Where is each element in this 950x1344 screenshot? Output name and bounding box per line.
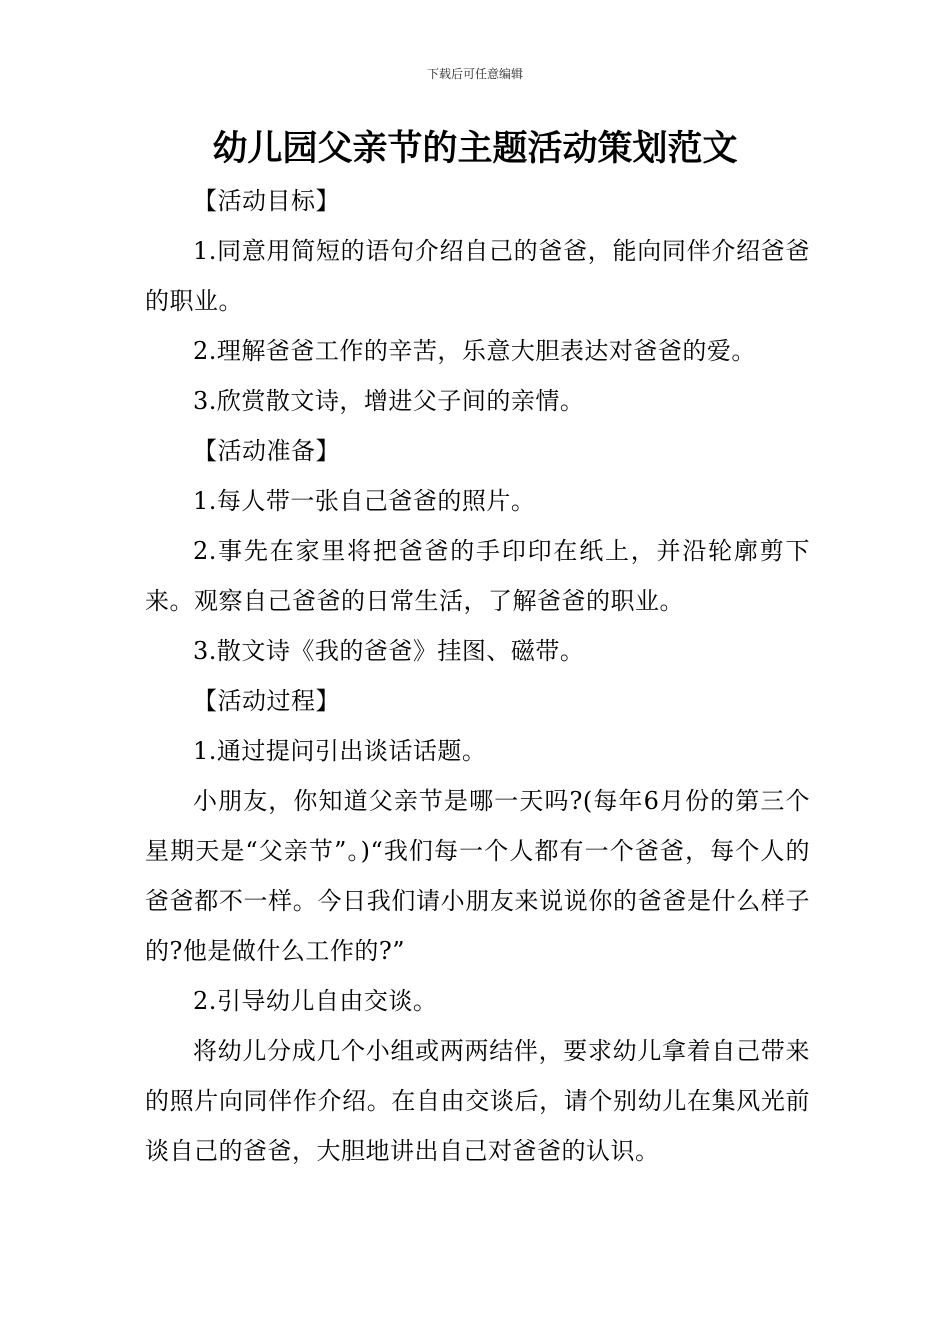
paragraph: 3.散文诗《我的爸爸》挂图、磁带。: [193, 637, 585, 665]
paragraph: 2.理解爸爸工作的辛苦，乐意大胆表达对爸爸的爱。: [193, 337, 756, 365]
paragraph: 将幼儿分成几个小组或两两结伴，要求幼儿拿着自己带来的照片向同伴作介绍。在自由交谈后，请个别幼儿在集风光前谈自己的爸爸，大胆地讲出自己对爸爸的认识。: [145, 1037, 810, 1165]
paragraph: 2.事先在家里将把爸爸的手印印在纸上，并沿轮廓剪下来。观察自己爸爸的日常生活，了解爸爸的职业。: [145, 537, 810, 615]
header-note: 下载后可任意编辑: [426, 67, 523, 81]
section-heading-goals: 【活动目标】: [193, 187, 340, 215]
paragraph: 小朋友，你知道父亲节是哪一天吗?(每年6月份的第三个星期天是“父亲节”。)“我们每一个人都有一个爸爸，每个人的爸爸都不一样。今日我们请小朋友来说说你的爸爸是什么样子的?他是做什么工作的?”: [145, 787, 810, 965]
document-title: 幼儿园父亲节的主题活动策划范文: [212, 129, 738, 169]
paragraph: 1.同意用简短的语句介绍自己的爸爸，能向同伴介绍爸爸的职业。: [145, 237, 810, 315]
section-heading-preparation: 【活动准备】: [193, 437, 340, 465]
section-heading-process: 【活动过程】: [193, 687, 340, 715]
paragraph: 3.欣赏散文诗，增进父子间的亲情。: [193, 387, 585, 415]
paragraph: 1.每人带一张自己爸爸的照片。: [193, 487, 536, 515]
paragraph: 2.引导幼儿自由交谈。: [193, 987, 438, 1015]
paragraph: 1.通过提问引出谈话话题。: [193, 737, 487, 765]
document-body: [145, 176, 810, 1176]
